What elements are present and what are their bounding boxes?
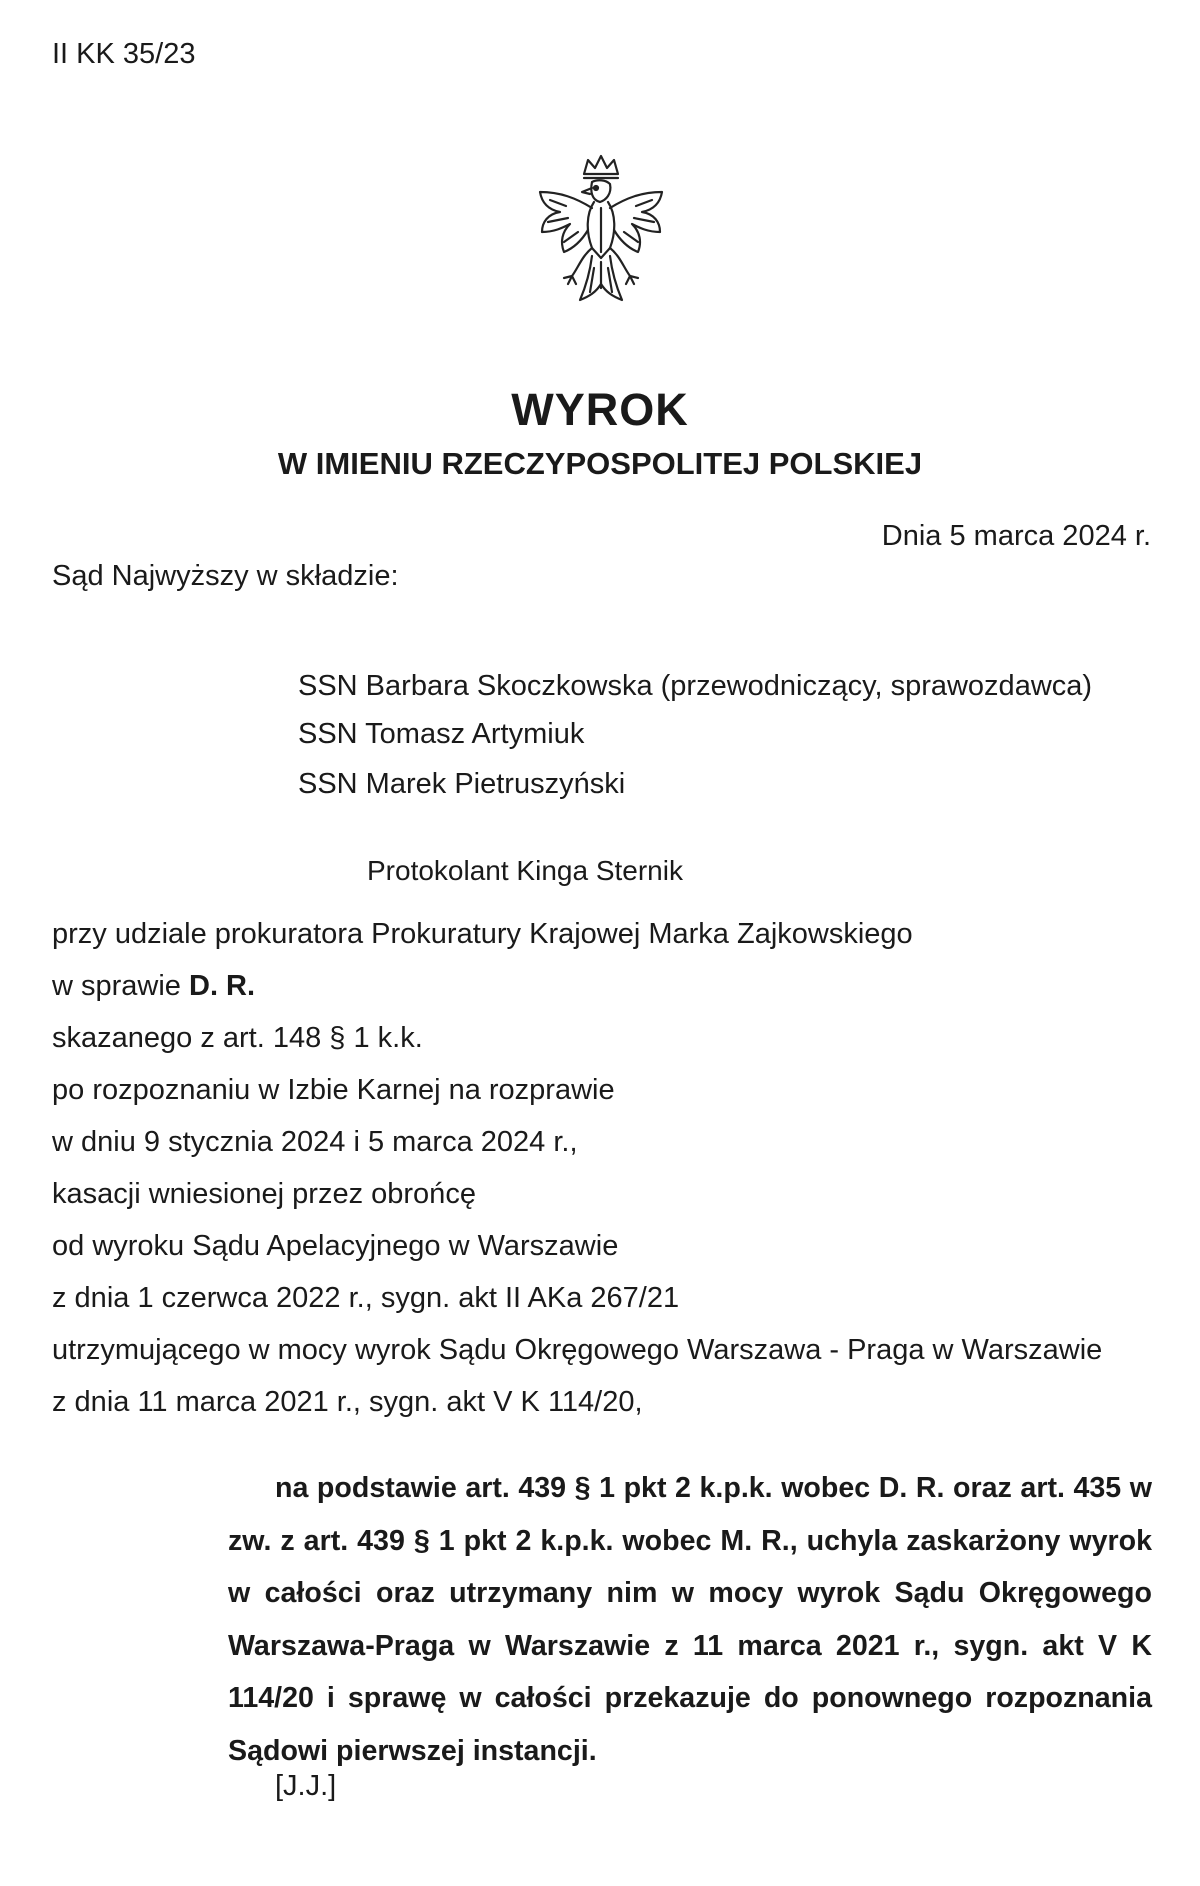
- upheld-judgment-line: utrzymującego w mocy wyrok Sądu Okręgowego Warszawa - Praga w Warszawie: [52, 1334, 1103, 1366]
- polish-eagle-emblem: [520, 152, 682, 312]
- appeal-court-line: od wyroku Sądu Apelacyjnego w Warszawie: [52, 1230, 619, 1262]
- signature-initials: [J.J.]: [275, 1770, 337, 1802]
- judgment-date: Dnia 5 marca 2024 r.: [881, 520, 1151, 552]
- judge-member: SSN Marek Pietruszyński: [298, 768, 626, 800]
- document-subtitle: W IMIENIU RZECZYPOSPOLITEJ POLSKIEJ: [277, 446, 923, 481]
- appeal-line: kasacji wniesionej przez obrońcę: [52, 1178, 476, 1210]
- defendant-name: D. R.: [189, 970, 256, 1002]
- hearing-line: po rozpoznaniu w Izbie Karnej na rozprawie: [52, 1074, 615, 1106]
- judge-member: SSN Tomasz Artymiuk: [298, 718, 585, 750]
- case-line: [52, 970, 255, 1003]
- prosecutor-line: przy udziale prokuratora Prokuratury Krajowej Marka Zajkowskiego: [52, 918, 913, 950]
- document-title: WYROK: [511, 384, 689, 435]
- appeal-date-line: z dnia 1 czerwca 2022 r., sygn. akt II AKa 267/21: [52, 1282, 680, 1314]
- upheld-date-line: z dnia 11 marca 2021 r., sygn. akt V K 114/20,: [52, 1386, 643, 1418]
- court-composition-intro: Sąd Najwyższy w składzie:: [52, 560, 399, 592]
- case-number: II KK 35/23: [52, 38, 196, 70]
- conviction-line: skazanego z art. 148 § 1 k.k.: [52, 1022, 423, 1054]
- judge-presiding: SSN Barbara Skoczkowska (przewodniczący, sprawozdawca): [298, 670, 1093, 702]
- court-clerk: Protokolant Kinga Sternik: [367, 855, 683, 886]
- hearing-dates-line: w dniu 9 stycznia 2024 i 5 marca 2024 r.,: [52, 1126, 578, 1158]
- ruling-operative-part: na podstawie art. 439 § 1 pkt 2 k.p.k. wobec D. R. oraz art. 435 w zw. z art. 439 § 1 pkt 2 k.p.k. wobec M. R., uchyla zaskarżony wyrok w całości oraz utrzymany nim w mocy wyrok Sądu Okręgowego Warszawa-Praga w Warszawie z 11 marca 2021 r., sygn. akt V K 114/20 i sprawę w całości przekazuje do ponownego rozpoznania Sądowi pierwszej instancji.: [228, 1472, 1152, 1767]
- case-prefix: w sprawie: [52, 970, 189, 1002]
